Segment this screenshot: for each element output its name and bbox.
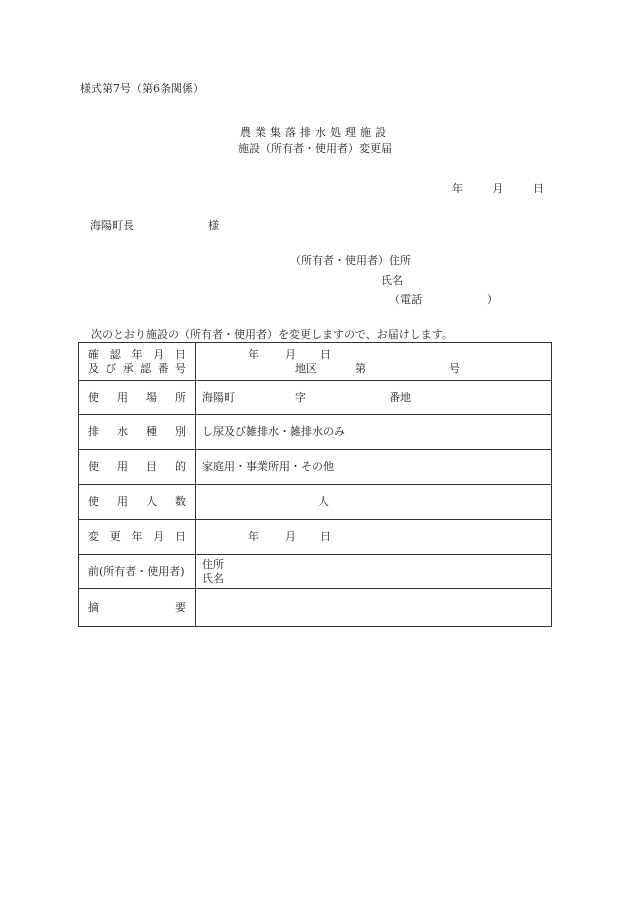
change-month: 月 [285,530,296,543]
label-confirmation [79,343,196,381]
change-day: 日 [320,530,331,543]
purpose-options: 家庭用・事業所用・その他 [202,460,334,473]
date-year: 年 [452,182,463,195]
row-change-date [79,520,552,555]
submission-date [452,180,544,196]
value-location[interactable] [196,381,552,415]
label-location: 使 用 場 所 [79,381,196,415]
approval-number: 地区 第 号 [295,361,460,375]
row-users [79,485,552,520]
row-drainage-type [79,415,552,450]
applicant-name-label: 氏名 [381,274,403,287]
label-change-date: 変 更 年 月 日 [79,520,196,555]
users-unit: 人 [318,495,329,508]
confirmation-date: 年 月 日 [248,347,331,361]
label-purpose: 使 用 目 的 [79,450,196,485]
document-title: 農業集落排水処理施設 [240,126,390,139]
value-remarks[interactable] [196,589,552,627]
label-drainage-type: 排 水 種 別 [79,415,196,450]
label-confirmation-line1: 確 認 年 月 日 [88,347,186,361]
label-confirmation-line2: 及 び 承 認 番 号 [88,361,186,375]
previous-owner-name: 氏名 [202,571,224,585]
row-location [79,381,552,415]
location-banchi: 番地 [389,390,411,404]
intro-text: 次のとおり施設の（所有者・使用者）を変更しますので、お届けします。 [91,328,453,341]
applicant-phone-close: ） [487,293,498,306]
label-previous-owner: 前(所有者・使用者) [79,555,196,589]
change-year: 年 [248,530,259,543]
row-remarks [79,589,552,627]
document-subtitle: 施設（所有者・使用者）変更届 [238,142,392,155]
value-confirmation[interactable] [196,343,552,381]
drainage-type-options: し尿及び雑排水・雑排水のみ [202,425,345,438]
recipient-name: 海陽町長 [90,219,134,232]
value-drainage-type[interactable] [196,415,552,450]
row-previous-owner [79,555,552,589]
row-purpose [79,450,552,485]
label-remarks: 摘 要 [79,589,196,627]
previous-owner-address: 住所 [202,557,224,571]
recipient-honorific: 様 [208,219,219,232]
form-number: 様式第7号（第6条関係） [80,82,204,95]
value-purpose[interactable] [196,450,552,485]
applicant-address-label: （所有者・使用者）住所 [290,254,411,267]
value-previous-owner[interactable] [196,555,552,589]
date-day: 日 [533,182,544,195]
label-users: 使 用 人 数 [79,485,196,520]
row-confirmation [79,343,552,381]
location-aza: 字 [295,390,306,404]
value-users[interactable] [196,485,552,520]
change-form-table [78,342,552,627]
applicant-phone-label: （電話 [389,293,422,306]
date-month: 月 [492,182,504,195]
value-change-date[interactable] [196,520,552,555]
location-town: 海陽町 [202,390,235,404]
